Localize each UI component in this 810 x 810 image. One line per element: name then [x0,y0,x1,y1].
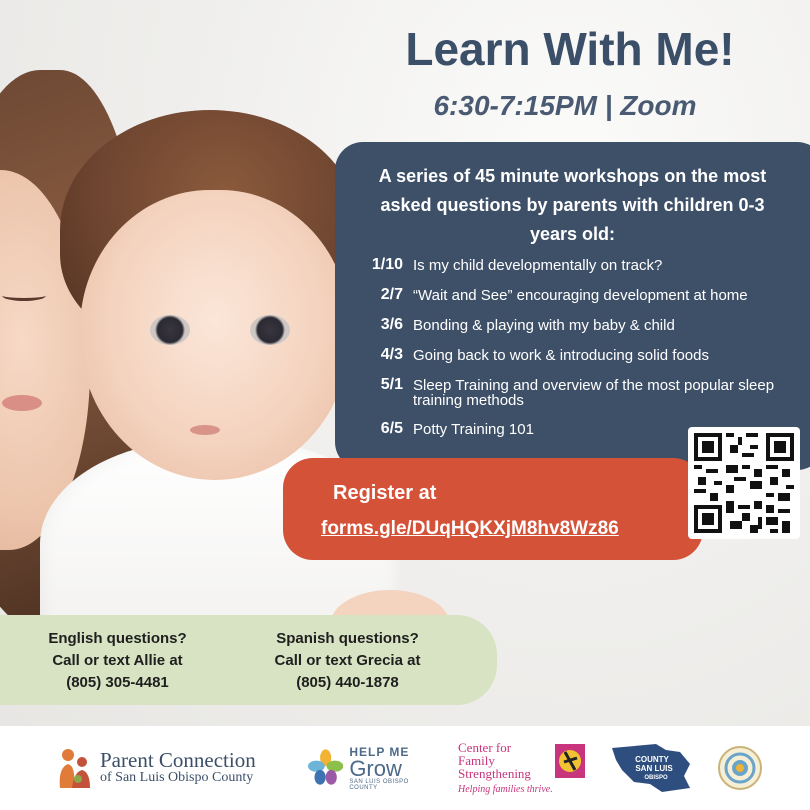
county-line3: OBISPO [644,775,668,781]
list-item [355,316,810,334]
parent-connection-logo-icon [56,746,96,790]
photo-mother-lips [2,395,42,411]
help-me-grow-word: Grow [349,756,402,781]
county-map-icon [610,742,694,794]
cfs-tagline: Helping families thrive. [458,784,553,795]
english-contact-heading: English questions? [48,630,187,647]
page-title: Learn With Me! [405,23,735,75]
parent-connection-name: Parent Connection [100,748,256,772]
seal-icon [718,746,762,790]
session-topic: Bonding & playing with my baby & child [413,317,675,334]
workshops-intro: A series of 45 minute workshops on the most asked questions by parents with children 0-3 years old: [378,166,767,244]
spanish-contact-heading: Spanish questions? [276,630,419,647]
qr-code-graphic [694,433,794,533]
session-topic: Going back to work & introducing solid foods [413,347,709,364]
photo-mother-eye [2,290,46,301]
help-me-grow-top: HELP ME [349,745,410,759]
list-item [355,286,810,304]
county-line2: SAN LUIS [635,764,673,773]
photo-baby-face [80,190,350,480]
list-item [355,346,810,364]
qr-code-icon[interactable] [688,427,800,539]
session-date: 2/7 [380,286,403,303]
register-label: Register at [333,482,437,504]
help-me-grow-sub: SAN LUIS OBISPO COUNTY [349,779,409,791]
photo-baby-eye-left [150,315,190,345]
list-item [355,376,810,408]
session-date: 6/5 [380,420,403,437]
photo-baby-eye-right [250,315,290,345]
cfs-line3: Strengthening [458,766,531,781]
session-date: 5/1 [380,376,403,393]
cfs-line2: Family [458,753,495,768]
english-contact-line: Call or text Allie at [52,652,183,669]
help-me-grow-flower-icon [308,748,343,788]
cfs-logo [458,726,588,810]
register-banner [283,458,703,560]
spanish-contact-phone[interactable]: (805) 440-1878 [296,674,399,691]
session-topic: “Wait and See” encouraging development at home [413,287,748,304]
cfs-logo-icon [555,744,585,778]
spanish-contact-line: Call or text Grecia at [274,652,421,669]
photo-baby-mouth [190,425,220,435]
session-date: 4/3 [380,346,403,363]
english-contact-phone[interactable]: (805) 305-4481 [66,674,169,691]
contact-panel [0,615,497,705]
english-contact [30,628,205,694]
sponsor-logos-bar [0,726,810,810]
session-topic: Is my child developmentally on track? [413,257,663,274]
parent-connection-sub: of San Luis Obispo County [100,770,254,785]
cfs-line1: Center for [458,740,512,755]
spanish-contact [255,628,440,694]
session-topic: Potty Training 101 [413,421,534,438]
session-date: 1/10 [371,256,403,273]
session-date: 3/6 [380,316,403,333]
help-me-grow-logo [308,726,433,810]
sessions-list [355,256,810,450]
parent-connection-logo [56,726,301,810]
seal-logo [718,726,768,810]
register-link[interactable]: forms.gle/DUqHQKXjM8hv8Wz86 [321,518,619,539]
page-subtitle: 6:30-7:15PM | Zoom [433,90,697,121]
workshops-panel [335,142,810,470]
list-item [355,256,810,274]
session-topic: Sleep Training and overview of the most popular sleep training methods [413,377,775,409]
county-logo [610,726,695,810]
county-line1: COUNTY [635,755,669,764]
